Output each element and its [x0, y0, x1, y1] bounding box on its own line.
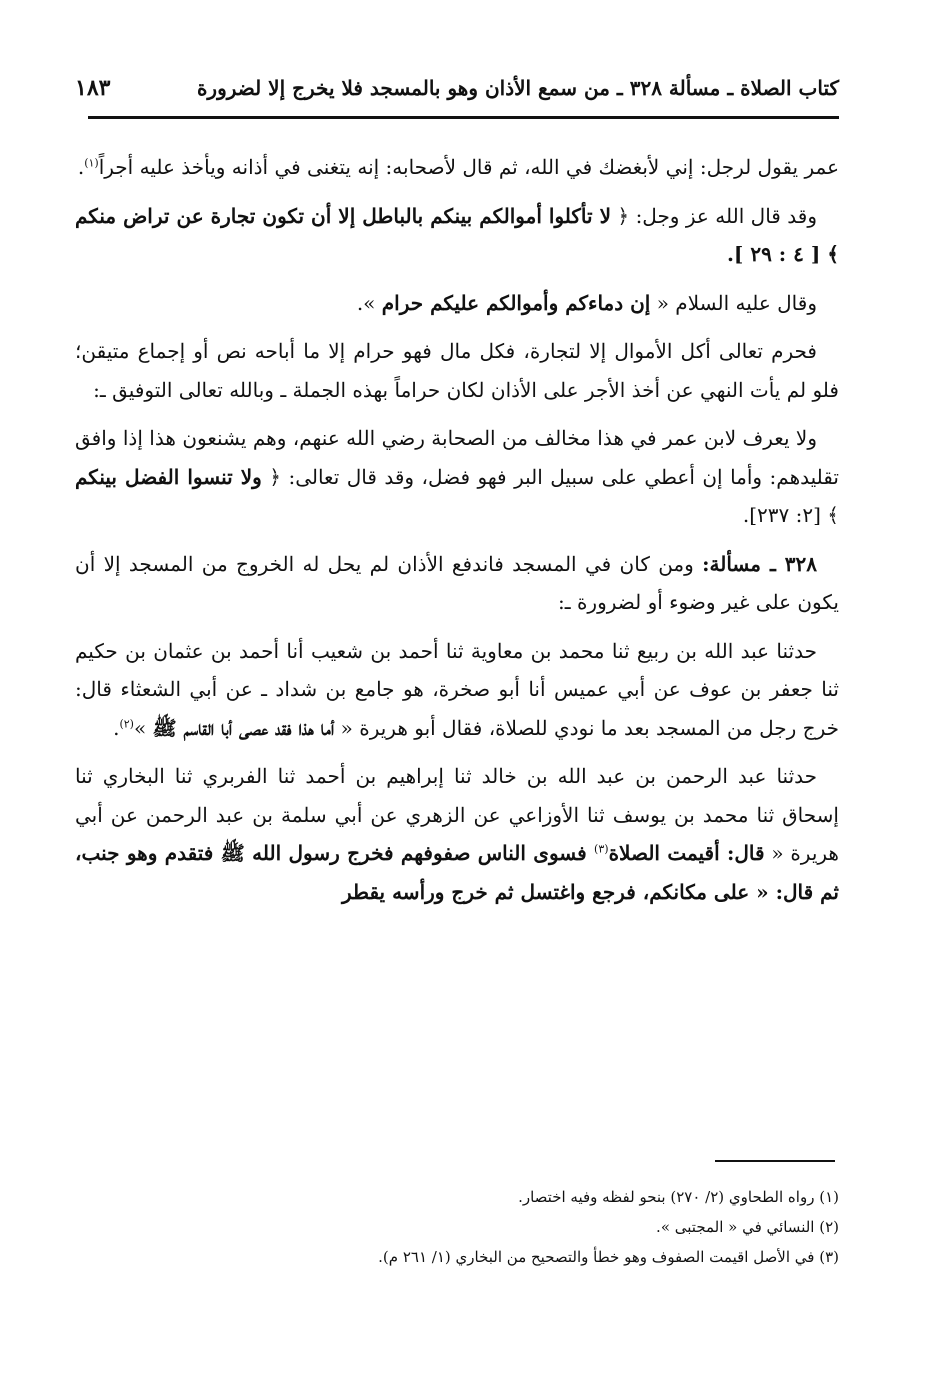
- paragraph-6-text: ومن كان في المسجد فاندفع الأذان لم يحل له الخروج من المسجد إلا أن يكون على غير وضوء أو لضرورة ـ:: [75, 551, 839, 614]
- verse-reference-1: ﴾ [ ٤ : ٢٩ ].: [726, 242, 839, 266]
- footnote-3: (٣) في الأصل اقيمت الصفوف وهو خطأ والتصحيح من البخاري (١/ ٢٦١ م).: [378, 1248, 839, 1266]
- paragraph-7-end: .: [113, 715, 120, 740]
- paragraph-8: [75, 757, 839, 911]
- page-number: ١٨٣: [75, 75, 111, 101]
- running-title: كتاب الصلاة ـ مسألة ٣٢٨ ـ من سمع الأذان وهو بالمسجد فلا يخرج إلا لضرورة: [196, 76, 839, 100]
- quran-verse-2: ولا تنسوا الفضل بينكم: [75, 464, 262, 489]
- paragraph-6: [75, 545, 839, 622]
- footnote-marker-3: (٣): [594, 842, 609, 856]
- paragraph-5: [75, 419, 839, 535]
- paragraph-3: [75, 284, 839, 323]
- footnote-2: (٢) النسائي في « المجتبى ».: [656, 1218, 839, 1236]
- hadith-quote-3b: فسوى الناس صفوفهم فخرج رسول الله ﷺ فتقدم وهو جنب، ثم قال: « على مكانكم، فرجع واغتسل ثم خرج ورأسه يقطر: [75, 841, 839, 904]
- footnote-rule: [715, 1160, 835, 1162]
- hadith-quote-2: أما هذا فقد عصى أبا القاسم ﷺ: [152, 715, 335, 740]
- footnote-1: (١) رواه الطحاوي (٢/ ٢٧٠) بنحو لفظه وفيه اختصار.: [518, 1188, 839, 1206]
- paragraph-1-text: عمر يقول لرجل: إني لأبغضك في الله، ثم قال لأصحابه: إنه يتغنى في أذانه ويأخذ عليه أجراً: [98, 155, 839, 179]
- issue-label: ٣٢٨ ـ مسألة:: [702, 551, 817, 576]
- footnote-marker-2: (٢): [119, 716, 134, 730]
- paragraph-4: فحرم تعالى أكل الأموال إلا لتجارة، فكل مال فهو حرام إلا ما أباحه نص أو إجماع متيقن؛ فلو لم يأت النهي عن أخذ الأجر على الأذان لكان حراماً بهذه الجملة ـ وبالله تعالى التوفيق ـ:: [75, 339, 839, 402]
- hadith-quote-3a: قال: أقيمت الصلاة: [608, 841, 765, 865]
- hadith-quote-1: إن دماءكم وأموالكم عليكم حرام: [381, 290, 651, 315]
- footnotes: [75, 1182, 839, 1272]
- paragraph-7: [75, 632, 839, 748]
- verse-reference-2: ﴾ [٢: ٢٣٧].: [742, 503, 839, 527]
- header-rule: [88, 116, 839, 119]
- footnote-marker-1: (١): [84, 156, 99, 170]
- paragraph-7-text: حدثنا عبد الله بن ربيع ثنا محمد بن معاوية ثنا أحمد بن شعيب أنا أحمد بن عثمان بن حكيم ثنا جعفر بن عوف عن أبي عميس أنا أبو صخرة، هو جامع بن شداد ـ عن أبي الشعثاء قال: خرج رجل من المسجد بعد ما نودي للصلاة، فقال أبو هريرة «: [75, 638, 839, 740]
- paragraph-7-tail: »: [133, 715, 153, 740]
- paragraph-1: [75, 148, 839, 187]
- page-header: [75, 66, 839, 110]
- quran-verse-1: لا تأكلوا أموالكم بينكم بالباطل إلا أن تكون تجارة عن تراض منكم: [75, 203, 612, 228]
- paragraph-3-tail: ».: [356, 290, 382, 315]
- paragraph-2-intro: وقد قال الله عز وجل: ﴿: [611, 203, 817, 228]
- paragraph-8-text: حدثنا عبد الرحمن بن عبد الله بن خالد ثنا إبراهيم بن أحمد ثنا الفربري ثنا البخاري ثنا إسحاق ثنا محمد بن يوسف ثنا الأوزاعي عن الزهري عن أبي سلمة بن عبد الرحمن عن أبي هريرة «: [75, 764, 839, 865]
- paragraph-1-tail: .: [77, 155, 85, 179]
- paragraph-3-intro: وقال عليه السلام «: [650, 290, 817, 315]
- main-text: [75, 148, 839, 911]
- paragraph-5-text: ولا يعرف لابن عمر في هذا مخالف من الصحابة رضي الله عنهم، وهم يشنعون هذا إذا وافق تقليدهم: وأما إن أعطي على سبيل البر فهو فضل، وقد قال تعالى: ﴿: [75, 426, 839, 489]
- paragraph-2: [75, 197, 839, 274]
